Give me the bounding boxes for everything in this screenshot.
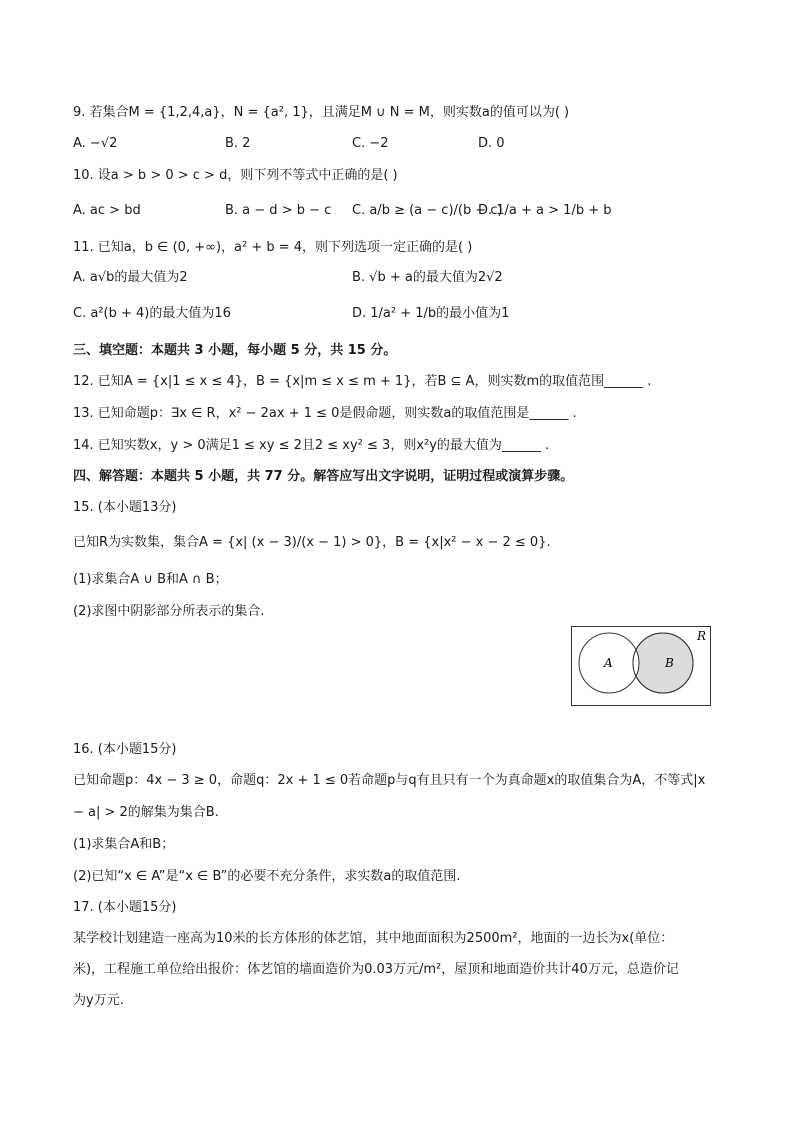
q9-option-d: D. 0 xyxy=(478,136,505,151)
venn-label-b: B xyxy=(665,656,674,670)
q9-option-b: B. 2 xyxy=(225,136,251,151)
q9-option-a: A. −√2 xyxy=(73,136,118,151)
q10-stem: 10. 设a > b > 0 > c > d，则下列不等式中正确的是( ) xyxy=(73,168,398,183)
q15-header: 15. (本小题13分) xyxy=(73,500,177,515)
q16-part1: (1)求集合A和B； xyxy=(73,837,175,852)
q17-body-line3: 为y万元. xyxy=(73,993,124,1008)
q11-option-d: D. 1/a² + 1/b的最小值为1 xyxy=(352,306,510,321)
q16-body-line2: − a| > 2的解集为集合B. xyxy=(73,805,219,820)
q15-part2: (2)求图中阴影部分所表示的集合. xyxy=(73,604,265,619)
venn-diagram xyxy=(571,626,711,706)
q11-option-a: A. a√b的最大值为2 xyxy=(73,270,188,285)
q11-stem: 11. 已知a，b ∈ (0, +∞)，a² + b = 4，则下列选项一定正确的是( ) xyxy=(73,240,473,255)
q17-body-line2: 米)，工程施工单位给出报价：体艺馆的墙面造价为0.03万元/m²，屋顶和地面造价共计40万元，总造价记 xyxy=(73,962,679,977)
q11-option-b: B. √b + a的最大值为2√2 xyxy=(352,270,503,285)
q16-part2: (2)已知“x ∈ A”是“x ∈ B”的必要不充分条件，求实数a的取值范围. xyxy=(73,869,461,884)
q16-header: 16. (本小题15分) xyxy=(73,742,177,757)
section-three-heading: 三、填空题：本题共 3 小题，每小题 5 分，共 15 分。 xyxy=(73,343,397,358)
venn-label-a: A xyxy=(604,656,613,670)
q17-body-line1: 某学校计划建造一座高为10米的长方体形的体艺馆，其中地面面积为2500m²，地面的一边长为x(单位： xyxy=(73,931,674,946)
q9-option-c: C. −2 xyxy=(352,136,389,151)
venn-label-r: R xyxy=(697,629,707,643)
q10-option-b: B. a − d > b − c xyxy=(225,203,332,218)
q15-body: 已知R为实数集，集合A = {x| (x − 3)/(x − 1) > 0}，B = {x|x² − x − 2 ≤ 0}. xyxy=(73,535,551,550)
q12: 12. 已知A = {x|1 ≤ x ≤ 4}，B = {x|m ≤ x ≤ m + 1}，若B ⊆ A，则实数m的取值范围______ . xyxy=(73,374,652,389)
q14: 14. 已知实数x，y > 0满足1 ≤ xy ≤ 2且2 ≤ xy² ≤ 3，则x²y的最大值为______ . xyxy=(73,438,550,453)
q15-part1: (1)求集合A ∪ B和A ∩ B； xyxy=(73,572,228,587)
q10-option-d: D. 1/a + a > 1/b + b xyxy=(478,203,612,218)
section-four-heading: 四、解答题：本题共 5 小题，共 77 分。解答应写出文字说明，证明过程或演算步骤。 xyxy=(73,469,574,484)
q11-option-c: C. a²(b + 4)的最大值为16 xyxy=(73,306,231,321)
q17-header: 17. (本小题15分) xyxy=(73,900,177,915)
q16-body-line1: 已知命题p：4x − 3 ≥ 0，命题q：2x + 1 ≤ 0若命题p与q有且只有一个为真命题x的取值集合为A，不等式|x xyxy=(73,773,706,788)
q13: 13. 已知命题p：∃x ∈ R，x² − 2ax + 1 ≤ 0是假命题，则实数a的取值范围是______ . xyxy=(73,406,577,421)
q10-option-a: A. ac > bd xyxy=(73,203,141,218)
q9-stem: 9. 若集合M = {1,2,4,a}，N = {a², 1}，且满足M ∪ N = M，则实数a的值可以为( ) xyxy=(73,105,570,120)
q10-option-c: C. a/b ≥ (a − c)/(b − c) xyxy=(352,203,503,218)
